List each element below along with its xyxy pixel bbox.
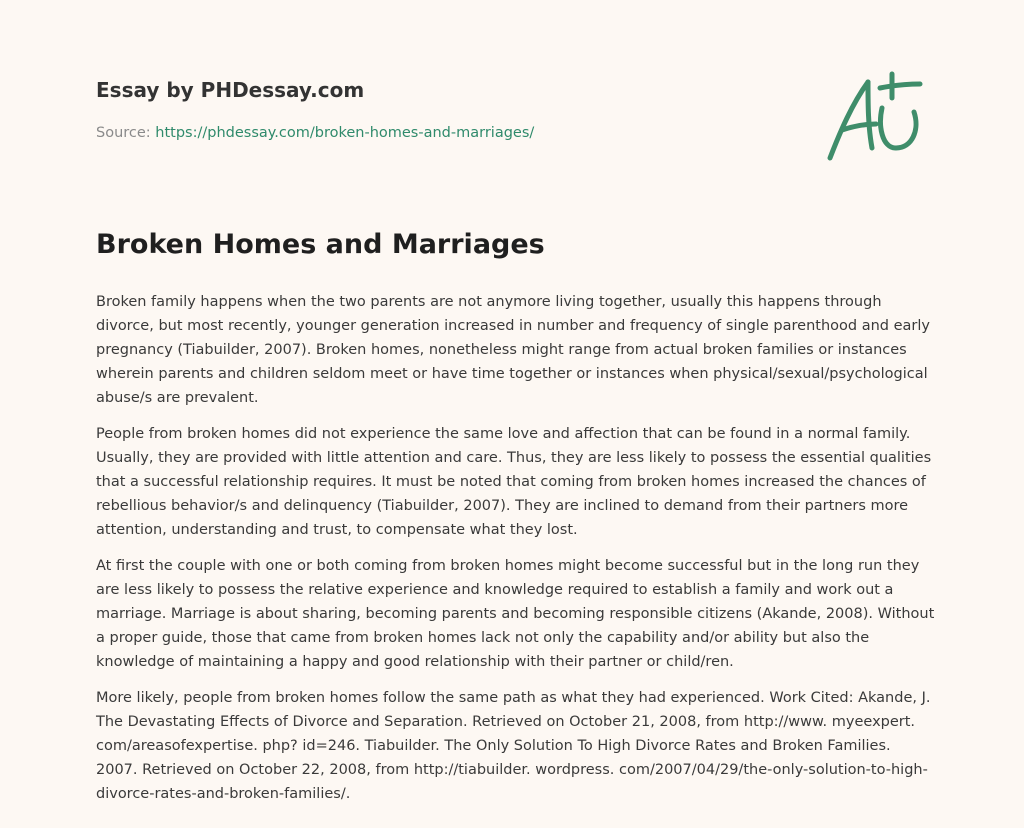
- a-plus-logo-icon: [822, 68, 926, 164]
- essay-paragraph: At first the couple with one or both coming from broken homes might become successful but in the long run they are less likely to possess the relative experience and knowledge required to establish a family and work out a marriage. Marriage is about sharing, becoming parents and becoming responsible citizens (Akande, 2008). Without a proper guide, those that came from broken homes lack not only the capability and/or ability but also the knowledge of maintaining a happy and good relationship with their partner or child/ren.: [96, 558, 935, 670]
- source-label: Source:: [96, 125, 156, 141]
- essay-paragraph: People from broken homes did not experience the same love and affection that can be found in a normal family. Usually, they are provided with little attention and care. Thus, they are less likely to possess the essential qualities that a successful relationship requires. It must be noted that coming from broken homes increased the chances of rebellious behavior/s and delinquency (Tiabuilder, 2007). They are inclined to demand from their partners more attention, understanding and trust, to compensate what they lost.: [96, 426, 932, 538]
- essay-title: Broken Homes and Marriages: [96, 229, 545, 260]
- essay-paragraph: Broken family happens when the two parents are not anymore living together, usually this happens through divorce, but most recently, younger generation increased in number and frequency of single parenthood and early pregnancy (Tiabuilder, 2007). Broken homes, nonetheless might range from actual broken families or instances wherein parents and children seldom meet or have time together or instances when physical/sexual/psychological abuse/s are prevalent.: [96, 294, 930, 406]
- essay-paragraph: More likely, people from broken homes follow the same path as what they had experienced. Work Cited: Akande, J. The Devastating Effects of Divorce and Separation. Retrieved on October 21, 2008, from http://www. myeexpert. com/areasofexpertise. php? id=246. Tiabuilder. The Only Solution To High Divorce Rates and Broken Families. 2007. Retrieved on October 22, 2008, from http://tiabuilder. wordpress. com/2007/04/29/the-only-solution-to-high-divorce-rates-and-broken-families/.: [96, 690, 931, 802]
- site-title: Essay by PHDessay.com: [96, 78, 365, 102]
- source-line: [96, 124, 796, 142]
- logo-graphic: [822, 68, 926, 164]
- essay-article: [96, 226, 936, 818]
- page-header: [96, 76, 796, 142]
- source-link[interactable]: https://phdessay.com/broken-homes-and-marriages/: [155, 125, 535, 141]
